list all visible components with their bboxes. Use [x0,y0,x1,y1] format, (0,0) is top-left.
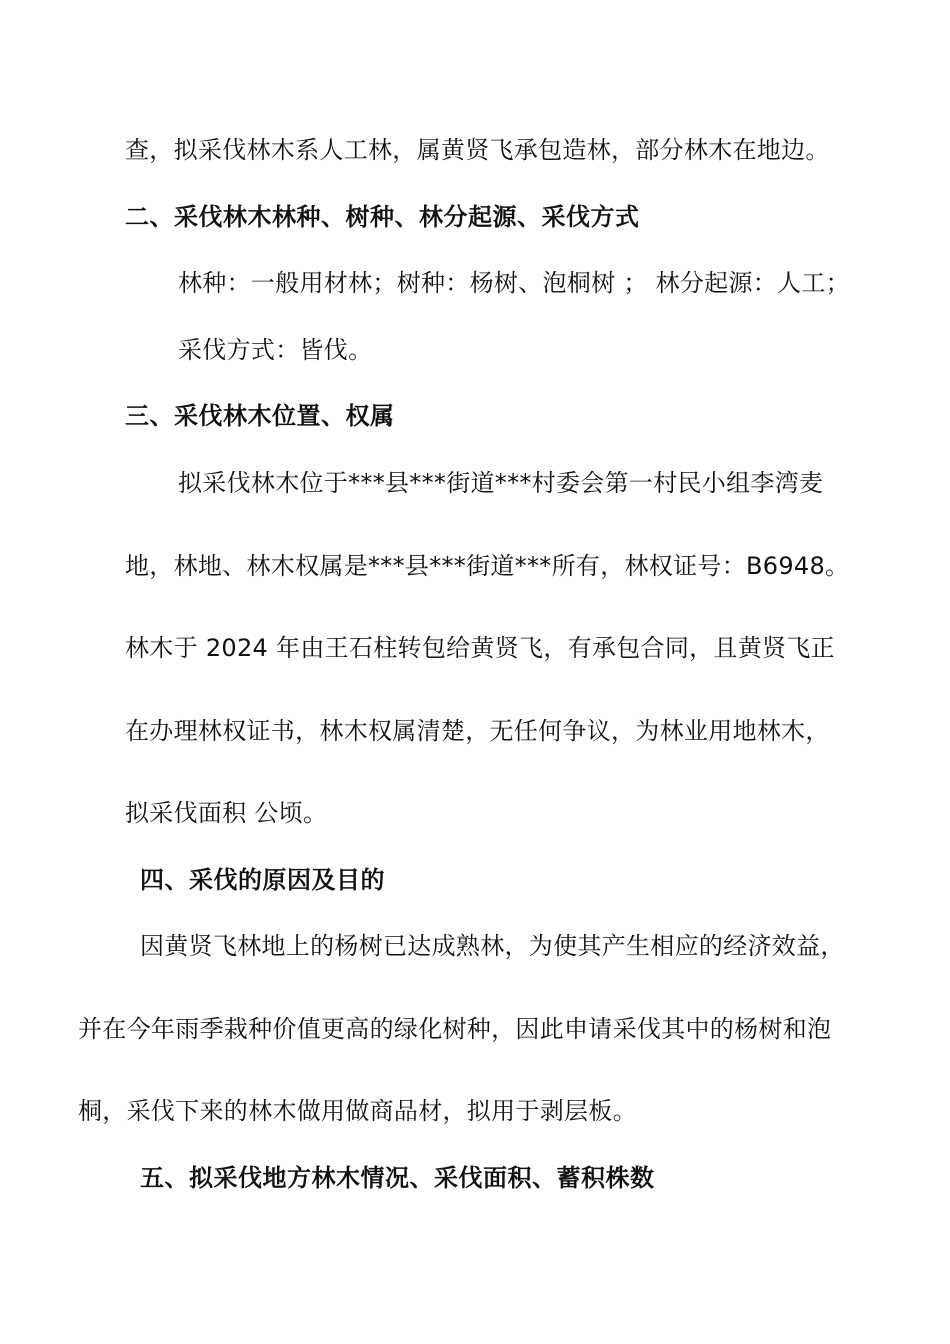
paragraph-line: 采伐方式：皆伐。 [178,336,373,364]
section-heading-5: 五、拟采伐地方林木情况、采伐面积、蓄积株数 [140,1164,655,1192]
paragraph-line: 桐，采伐下来的林木做用做商品材，拟用于剥层板。 [78,1097,637,1125]
paragraph-line: 地，林地、林木权属是***县***街道***所有，林权证号：B6948。 [125,552,850,580]
paragraph-line: 因黄贤飞林地上的杨树已达成熟林，为使其产生相应的经济效益， [140,932,845,960]
paragraph-line: 林种：一般用材林；树种：杨树、泡桐树 ； 林分起源：人工； [178,269,850,297]
section-heading-4: 四、采伐的原因及目的 [140,866,385,894]
section-heading-2: 二、采伐林木林种、树种、林分起源、采伐方式 [125,203,640,231]
paragraph-line: 并在今年雨季栽种价值更高的绿化树种，因此申请采伐其中的杨树和泡 [78,1015,832,1043]
paragraph-line: 拟采伐林木位于***县***街道***村委会第一村民小组李湾麦 [178,469,824,497]
paragraph-line: 查，拟采伐林木系人工林，属黄贤飞承包造林，部分林木在地边。 [125,136,830,164]
paragraph-line: 拟采伐面积 公顷。 [125,799,328,827]
section-heading-3: 三、采伐林木位置、权属 [125,402,395,430]
paragraph-line: 在办理林权证书，林木权属清楚，无任何争议，为林业用地林木， [125,717,830,745]
paragraph-line: 林木于 2024 年由王石柱转包给黄贤飞，有承包合同，且黄贤飞正 [125,634,835,662]
